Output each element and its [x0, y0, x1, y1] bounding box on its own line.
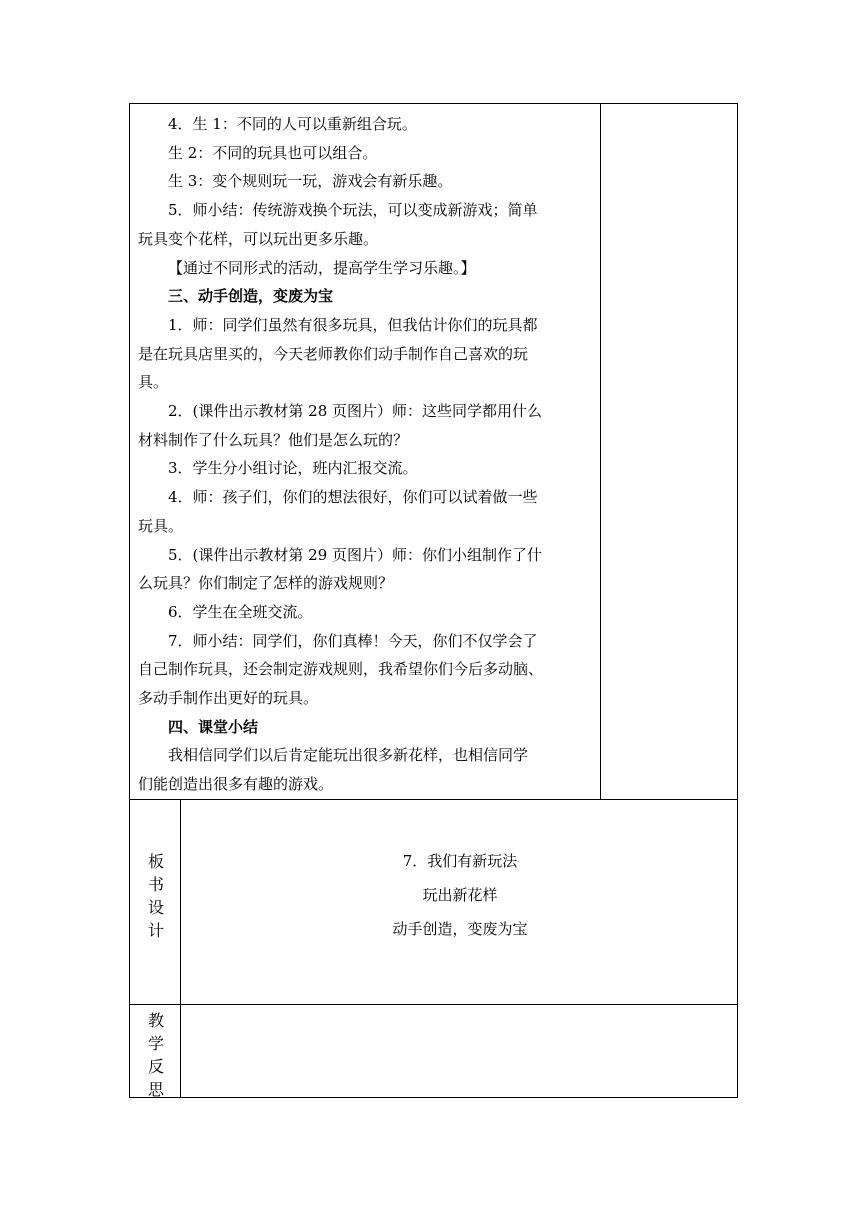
board-design-label — [130, 850, 182, 942]
process-line: 玩具。 — [138, 516, 184, 535]
teaching-process-text — [138, 110, 594, 799]
process-line: 多动手制作出更好的玩具。 — [138, 689, 319, 708]
label-char: 板 — [147, 852, 164, 871]
process-line: 3．学生分小组讨论，班内汇报交流。 — [168, 459, 418, 478]
process-line: 生 3：变个规则玩一玩，游戏会有新乐趣。 — [168, 172, 453, 191]
notes-cell — [600, 103, 738, 800]
board-line-title: 7．我们有新玩法 — [402, 852, 518, 870]
label-char: 反 — [147, 1057, 164, 1076]
reflection-label-cell — [129, 1004, 181, 1098]
board-line-2: 玩出新花样 — [422, 886, 498, 904]
process-line: 么玩具？你们制定了怎样的游戏规则？ — [138, 574, 394, 593]
process-line: 7．师小结：同学们，你们真棒！今天，你们不仅学会了 — [168, 631, 538, 650]
lesson-plan-table — [129, 103, 738, 1098]
process-line: 具。 — [138, 373, 169, 392]
label-char: 学 — [147, 1034, 164, 1053]
label-char: 设 — [147, 898, 164, 917]
process-line: 三、动手创造，变废为宝 — [168, 287, 334, 306]
process-line: 5．师小结：传统游戏换个玩法，可以变成新游戏；简单 — [168, 201, 538, 220]
label-char: 教 — [147, 1011, 164, 1030]
board-line-3: 动手创造，变废为宝 — [392, 920, 528, 938]
process-line: 2．(课件出示教材第 28 页图片）师：这些同学都用什么 — [168, 402, 543, 421]
process-line: 6．学生在全班交流。 — [168, 602, 313, 621]
process-line: 们能创造出很多有趣的游戏。 — [138, 775, 334, 794]
process-line: 自己制作玩具，还会制定游戏规则，我希望你们今后多动脑、 — [138, 660, 544, 679]
label-char: 计 — [147, 921, 164, 940]
board-design-label-cell — [129, 799, 181, 1005]
process-line: 是在玩具店里买的，今天老师教你们动手制作自己喜欢的玩 — [138, 344, 529, 363]
reflection-content-cell — [180, 1004, 738, 1098]
board-design-lines — [181, 844, 739, 946]
process-line: 玩具变个花样，可以玩出更多乐趣。 — [138, 229, 379, 248]
label-char: 书 — [147, 875, 164, 894]
teaching-process-cell — [129, 103, 601, 800]
process-line: 材料制作了什么玩具？他们是怎么玩的？ — [138, 430, 409, 449]
process-line: 1．师：同学们虽然有很多玩具，但我估计你们的玩具都 — [168, 315, 538, 334]
reflection-label — [130, 1009, 182, 1101]
process-line: 生 2：不同的玩具也可以组合。 — [168, 143, 378, 162]
process-line: 4．师：孩子们，你们的想法很好，你们可以试着做一些 — [168, 488, 538, 507]
process-line: 我相信同学们以后肯定能玩出很多新花样，也相信同学 — [168, 746, 529, 765]
process-line: 5．(课件出示教材第 29 页图片）师：你们小组制作了什 — [168, 545, 543, 564]
process-line: 【通过不同形式的活动，提高学生学习乐趣。】 — [168, 258, 476, 277]
board-design-content-cell — [180, 799, 738, 1005]
label-char: 思 — [147, 1080, 164, 1099]
process-line: 四、课堂小结 — [168, 717, 259, 736]
process-line: 4．生 1：不同的人可以重新组合玩。 — [168, 115, 417, 133]
